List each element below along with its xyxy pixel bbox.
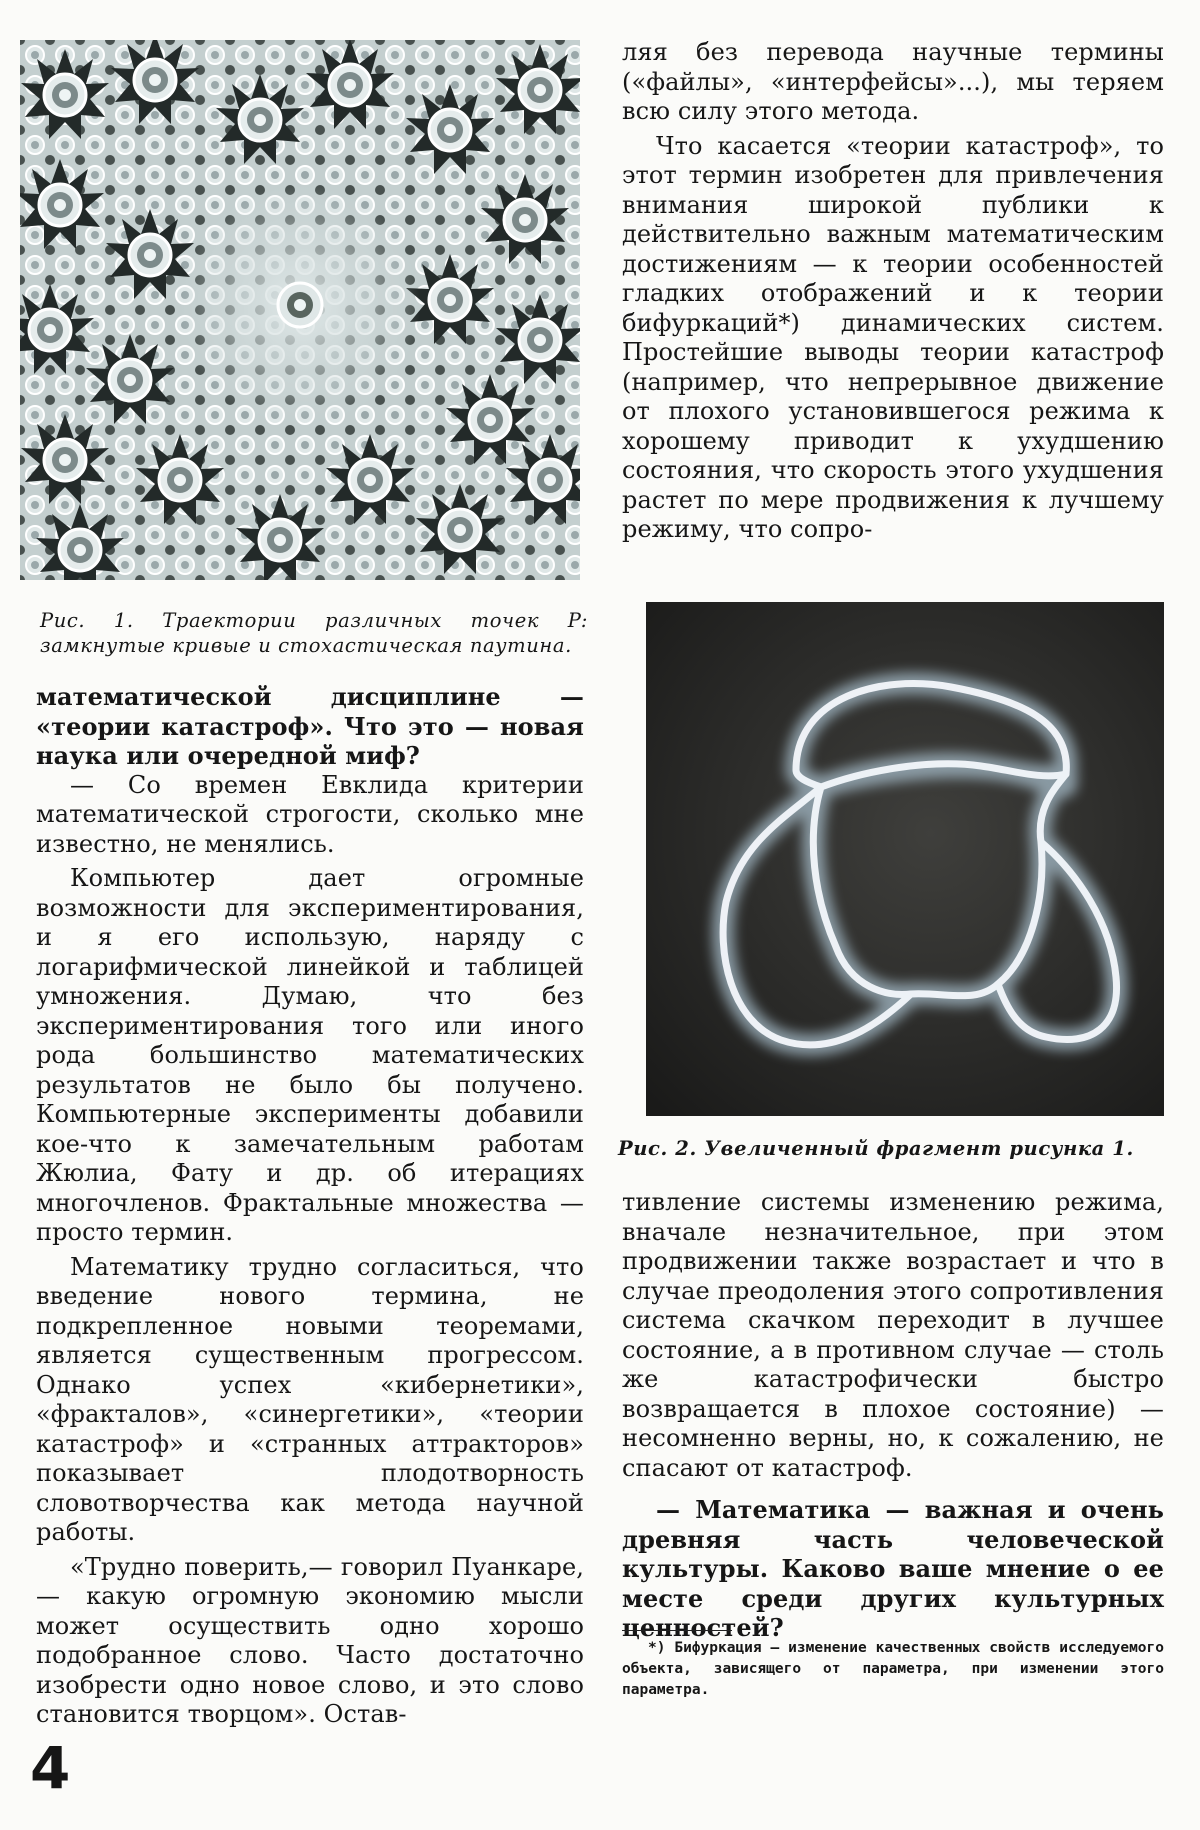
footnote: *) Бифуркация — изменение качественных свойств исследуемого объекта, зависящего от параметра, при изменении этого параметра. (622, 1640, 1164, 1698)
right-column-question (622, 1495, 1164, 1643)
right-paragraph-3: тивление системы изменению режима, вначале незначительное, при этом продвижении также возрастает и что в случае преодоления этого сопротивления система скачком переходит в лучшее состояние, а в противном случае — столь же катастрофически быстро возвращается в плохое состояние) — несомненно верны, но, к сожалению, не спасают от катастроф. (622, 1188, 1164, 1482)
right-column-bottom (622, 1188, 1164, 1483)
figure-2-enlarged-fragment (646, 602, 1164, 1116)
question-continuation: математической дисциплине — «теории катастроф». Что это — новая наука или очередной миф? (36, 682, 584, 770)
figure-1-stochastic-web (20, 40, 580, 580)
figure-2-caption: Рис. 2. Увеличенный фрагмент рисунка 1. (618, 1137, 1134, 1160)
right-paragraph-1: ляя без перевода научные термины («файлы», «интерфейсы»...), мы теряем всю силу этого метода. (622, 38, 1164, 125)
page-number: 4 (30, 1734, 71, 1802)
answer-paragraph-1: — Со времен Евклида критерии математической строгости, сколько мне известно, не менялись. (36, 770, 584, 858)
figure-1-caption: Рис. 1. Траектории различных точек P: замкнутые кривые и стохастическая паутина. (40, 609, 588, 657)
right-column-top (622, 38, 1164, 545)
answer-paragraph-4: «Трудно поверить,— говорил Пуанкаре,— какую огромную экономию мысли может осуществить одно хорошо подобранное слово. Часто достаточно изобрести одно новое слово, и это слово становится творцом». Остав- (36, 1552, 584, 1728)
right-paragraph-2: Что касается «теории катастроф», то этот термин изобретен для привлечения внимания широкой публики к действительно важным математическим достижениям — к теории особенностей гладких отображений и к теории бифуркаций*) динамических систем. Простейшие выводы теории катастроф (например, что непрерывное движение от плохого установившегося режима к хорошему приводит к ухудшению состояния, что скорость этого ухудшения растет по мере продвижения к лучшему режиму, что сопро- (622, 131, 1164, 543)
answer-paragraph-2: Компьютер дает огромные возможности для экспериментирования, и я его использую, наряду с логарифмической линейкой и таблицей умножения. Думаю, что без экспериментирования того или иного рода большинство математических результатов не было бы получено. Компьютерные эксперименты добавили кое-что к замечательным работам Жюлиа, Фату и др. об итерациях многочленов. Фрактальные множества — просто термин. (36, 864, 584, 1246)
footnote-divider (622, 1630, 732, 1631)
left-column (36, 682, 584, 1730)
answer-paragraph-3: Математику трудно согласиться, что введение нового термина, не подкрепленное новыми теоремами, является существенным прогрессом. Однако успех «кибернетики», «фракталов», «синергетики», «теории катастроф» и «странных аттракторов» показывает плодотворность словотворчества как метода научной работы. (36, 1252, 584, 1546)
interview-question: — Математика — важная и очень древняя часть человеческой культуры. Каково ваше мнение о ее месте среди других культурных ценностей? (622, 1495, 1164, 1642)
